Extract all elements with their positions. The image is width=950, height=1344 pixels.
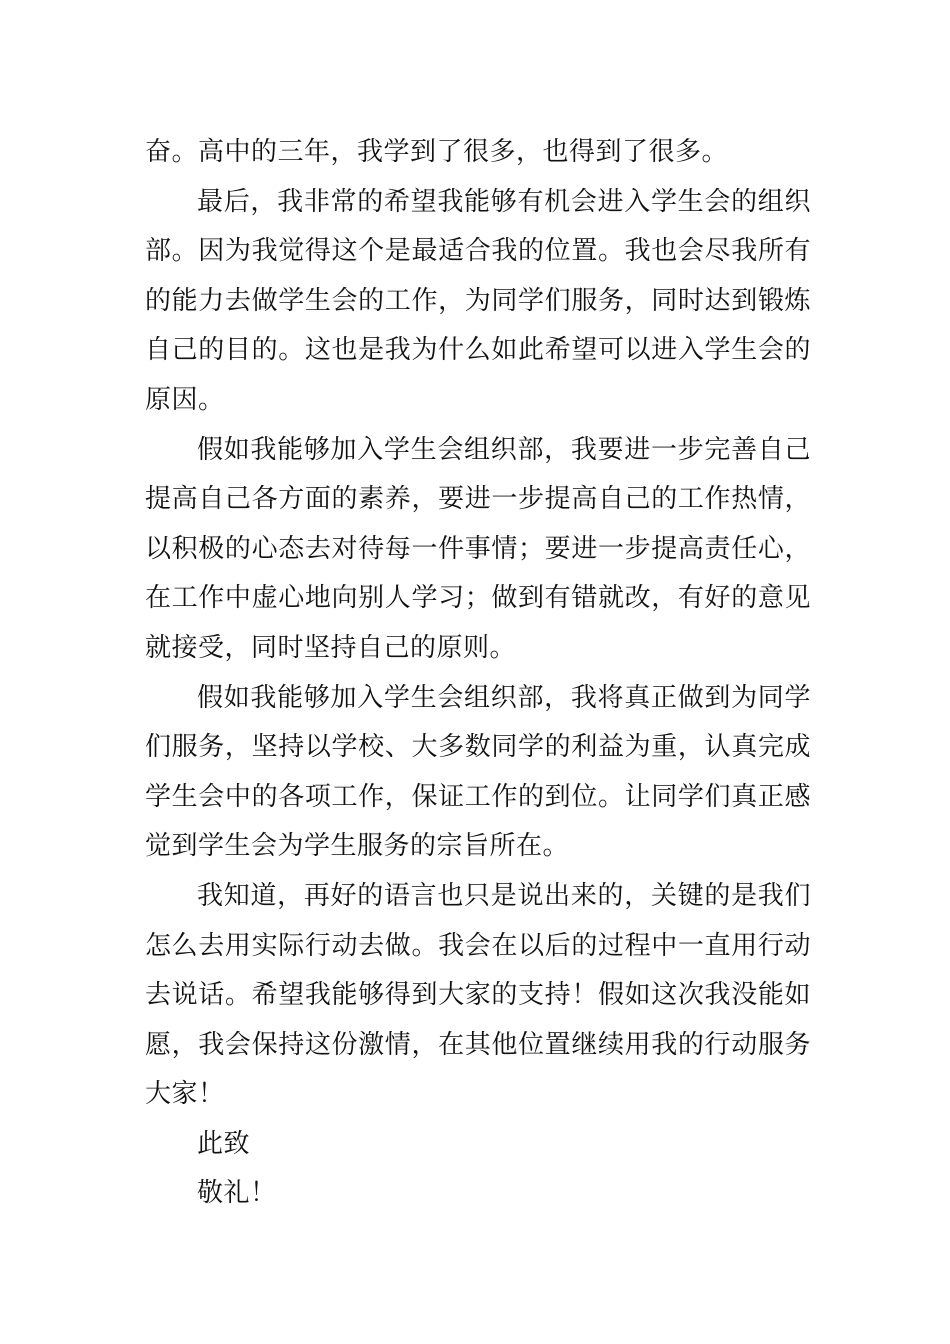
closing-salutation: 此致	[197, 1128, 251, 1159]
paragraph-continuation: 奋。高中的三年，我学到了很多，也得到了很多。	[145, 137, 729, 167]
paragraph-organization-wish: 最后，我非常的希望我能够有机会进入学生会的组织部。因为我觉得这个是最适合我的位置。我也会尽我所有的能力去做学生会的工作，为同学们服务，同时达到锻炼自己的目的。这也是我为什么如此希望可以进入学生会的原因。	[145, 186, 811, 415]
paragraph-self-improvement: 假如我能够加入学生会组织部，我要进一步完善自己提高自己各方面的素养，要进一步提高自己的工作热情，以积极的心态去对待每一件事情；要进一步提高责任心，在工作中虚心地向别人学习；做到有错就改，有好的意见就接受，同时坚持自己的原则。	[145, 434, 811, 663]
closing-regards: 敬礼！	[197, 1178, 277, 1209]
document-page	[145, 128, 811, 1219]
paragraph-service: 假如我能够加入学生会组织部，我将真正做到为同学们服务，坚持以学校、大多数同学的利益为重，认真完成学生会中的各项工作，保证工作的到位。让同学们真正感觉到学生会为学生服务的宗旨所在。	[145, 682, 811, 862]
paragraph-action: 我知道，再好的语言也只是说出来的，关键的是我们怎么去用实际行动去做。我会在以后的过程中一直用行动去说话。希望我能够得到大家的支持！假如这次我没能如愿，我会保持这份激情，在其他位置继续用我的行动服务大家！	[145, 880, 811, 1110]
